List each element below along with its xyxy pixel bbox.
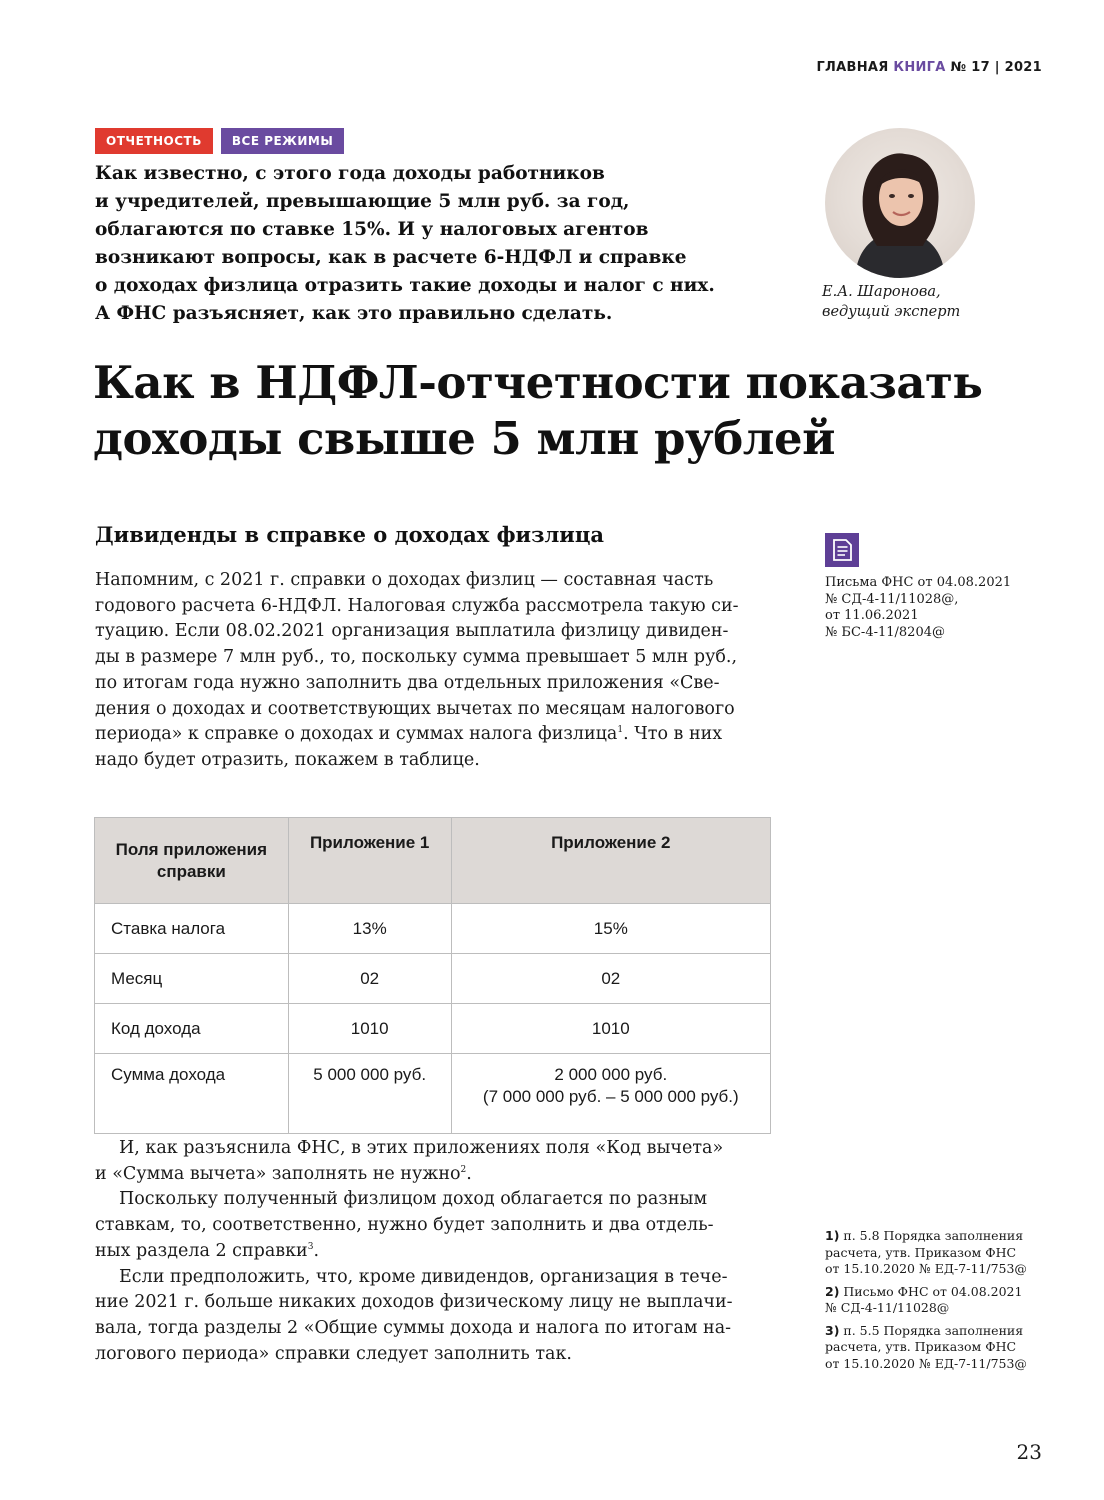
header-appendix-2: Приложение 2: [451, 818, 770, 904]
header-fields-line2: справки: [156, 861, 226, 881]
row-label: Код дохода: [95, 1004, 289, 1054]
body-line-text: и «Сумма вычета» заполнять не нужно: [95, 1163, 461, 1184]
lead-line: возникают вопросы, как в расчете 6-НДФЛ и справке: [95, 247, 687, 268]
body-line: ды в размере 7 млн руб., то, поскольку сумма превышает 5 млн руб.,: [95, 647, 738, 668]
portrait-illustration: [825, 128, 975, 278]
body-line-text: ных раздела 2 справки: [95, 1240, 308, 1261]
title-line: доходы свыше 5 млн рублей: [93, 412, 835, 465]
reference-line: Письма ФНС от 04.08.2021: [825, 575, 1012, 590]
author-name: Е.А. Шаронова,: [822, 284, 941, 300]
footnote-2: [825, 1284, 1027, 1317]
footnote-text: п. 5.8 Порядка заполнения: [843, 1228, 1024, 1243]
body-line: дения о доходах и соответствующих вычетах по месяцам налогового: [95, 698, 735, 719]
lead-line: и учредителей, превышающие 5 млн руб. за год,: [95, 191, 630, 212]
body-line: ние 2021 г. больше никаких доходов физическому лицу не выплачи-: [95, 1292, 733, 1313]
author-photo: [825, 128, 975, 278]
section-heading: Дивиденды в справке о доходах физлица: [95, 522, 604, 547]
footnote-3: [825, 1323, 1027, 1373]
body-line: Поскольку полученный физлицом доход облагается по разным: [119, 1189, 708, 1210]
reference-line: № СД-4-11/11028@,: [825, 591, 959, 607]
cell-appendix-2: [451, 1054, 770, 1134]
footnote-number: 1): [825, 1228, 840, 1243]
sidebar-references: [825, 575, 1011, 641]
footnote-number: 2): [825, 1283, 840, 1299]
row-label: Сумма дохода: [95, 1054, 289, 1134]
table-row: [95, 904, 771, 954]
cell-appendix-2: 15%: [451, 904, 770, 954]
cell-appendix-2: 1010: [451, 1004, 770, 1054]
table-row: [95, 954, 771, 1004]
cell-appendix-1: 1010: [288, 1004, 451, 1054]
brand-accent: КНИГА: [893, 60, 946, 75]
footnote-ref-2[interactable]: 2: [460, 1164, 467, 1175]
table-row: [95, 1054, 771, 1134]
body-paragraph-2: [95, 1136, 771, 1367]
body-line: [95, 722, 771, 748]
footnote-text: от 15.10.2020 № ЕД-7-11/753@: [825, 1355, 1027, 1371]
lead-line: о доходах физлица отразить такие доходы и налог с них.: [95, 275, 715, 296]
body-line: логового периода» справки следует заполнить так.: [95, 1343, 572, 1364]
lead-line: Как известно, с этого года доходы работников: [95, 163, 605, 184]
body-line: вала, тогда разделы 2 «Общие суммы дохода и налога по итогам на-: [95, 1317, 732, 1338]
body-paragraph-1: [95, 568, 771, 774]
footnote-1: [825, 1228, 1027, 1278]
lead-paragraph: [95, 160, 785, 328]
row-label: Месяц: [95, 954, 289, 1004]
lead-line: А ФНС разъясняет, как это правильно сделать.: [95, 303, 613, 324]
footnotes: [825, 1228, 1027, 1378]
article-title: [93, 355, 1053, 467]
page-number: 23: [1016, 1440, 1042, 1464]
header-fields-line1: Поля приложения: [115, 839, 268, 859]
footnote-ref-1[interactable]: 1: [617, 725, 624, 736]
body-line: ных раздела 2 справки$^3$.: [95, 1240, 320, 1261]
author-role: ведущий эксперт: [822, 304, 961, 320]
footnote-text: расчета, утв. Приказом ФНС: [825, 1339, 1017, 1354]
body-line-tail: . Что в них: [623, 724, 723, 745]
author-caption: [822, 282, 960, 322]
body-line: И, как разъяснила ФНС, в этих приложениях поля «Код вычета»: [119, 1138, 724, 1158]
title-line: Как в НДФЛ-отчетности показать: [93, 356, 983, 409]
body-line: надо будет отразить, покажем в таблице.: [95, 749, 480, 770]
tag-all-regimes[interactable]: ВСЕ РЕЖИМЫ: [221, 128, 344, 154]
reference-line: от 11.06.2021: [825, 608, 919, 623]
footnote-text: Письмо ФНС от 04.08.2021: [843, 1283, 1023, 1299]
table-row: [95, 1004, 771, 1054]
body-line: по итогам года нужно заполнить два отдельных приложения «Све-: [95, 672, 720, 693]
body-line: и «Сумма вычета» заполнять не нужно$^2$.: [95, 1163, 472, 1184]
footnote-number: 3): [825, 1322, 840, 1338]
document-icon: [825, 533, 859, 567]
masthead: [816, 60, 1042, 75]
body-line-text: периода» к справке о доходах и суммах налога физлица: [95, 724, 618, 745]
table-header-row: [95, 818, 771, 904]
footnote-ref-3[interactable]: 3: [307, 1241, 314, 1252]
footnote-text: п. 5.5 Порядка заполнения: [843, 1322, 1024, 1338]
body-line: Если предположить, что, кроме дивидендов, организация в тече-: [119, 1266, 728, 1287]
footnote-text: от 15.10.2020 № ЕД-7-11/753@: [825, 1261, 1027, 1276]
header-appendix-1: Приложение 1: [288, 818, 451, 904]
appendix-table: [94, 817, 771, 1134]
row-label: Ставка налога: [95, 904, 289, 954]
cell-appendix-1: 5 000 000 руб.: [288, 1054, 451, 1134]
cell-appendix-1: 02: [288, 954, 451, 1004]
footnote-text: № СД-4-11/11028@: [825, 1300, 950, 1315]
tags: [95, 128, 344, 154]
header-fields: [95, 818, 289, 904]
body-line: Напомним, с 2021 г. справки о доходах физлиц — составная часть: [95, 570, 714, 590]
cell-appendix-2: 02: [451, 954, 770, 1004]
body-line: туацию. Если 08.02.2021 организация выплатила физлицу дивиден-: [95, 621, 729, 642]
cell-appendix-1: 13%: [288, 904, 451, 954]
reference-line: № БС-4-11/8204@: [825, 624, 945, 640]
body-line: годового расчета 6-НДФЛ. Налоговая служба рассмотрела такую си-: [95, 595, 739, 616]
brand-main: ГЛАВНАЯ: [816, 60, 889, 75]
body-line: ставкам, то, соответственно, нужно будет заполнить и два отдель-: [95, 1215, 714, 1236]
issue-number: № 17 | 2021: [950, 60, 1042, 75]
footnote-text: расчета, утв. Приказом ФНС: [825, 1244, 1017, 1260]
lead-line: облагаются по ставке 15%. И у налоговых агентов: [95, 219, 649, 240]
tag-reporting[interactable]: ОТЧЕТНОСТЬ: [95, 128, 213, 154]
cell-amount: 2 000 000 руб.: [554, 1065, 668, 1084]
cell-amount-note: (7 000 000 руб. – 5 000 000 руб.): [482, 1087, 739, 1106]
